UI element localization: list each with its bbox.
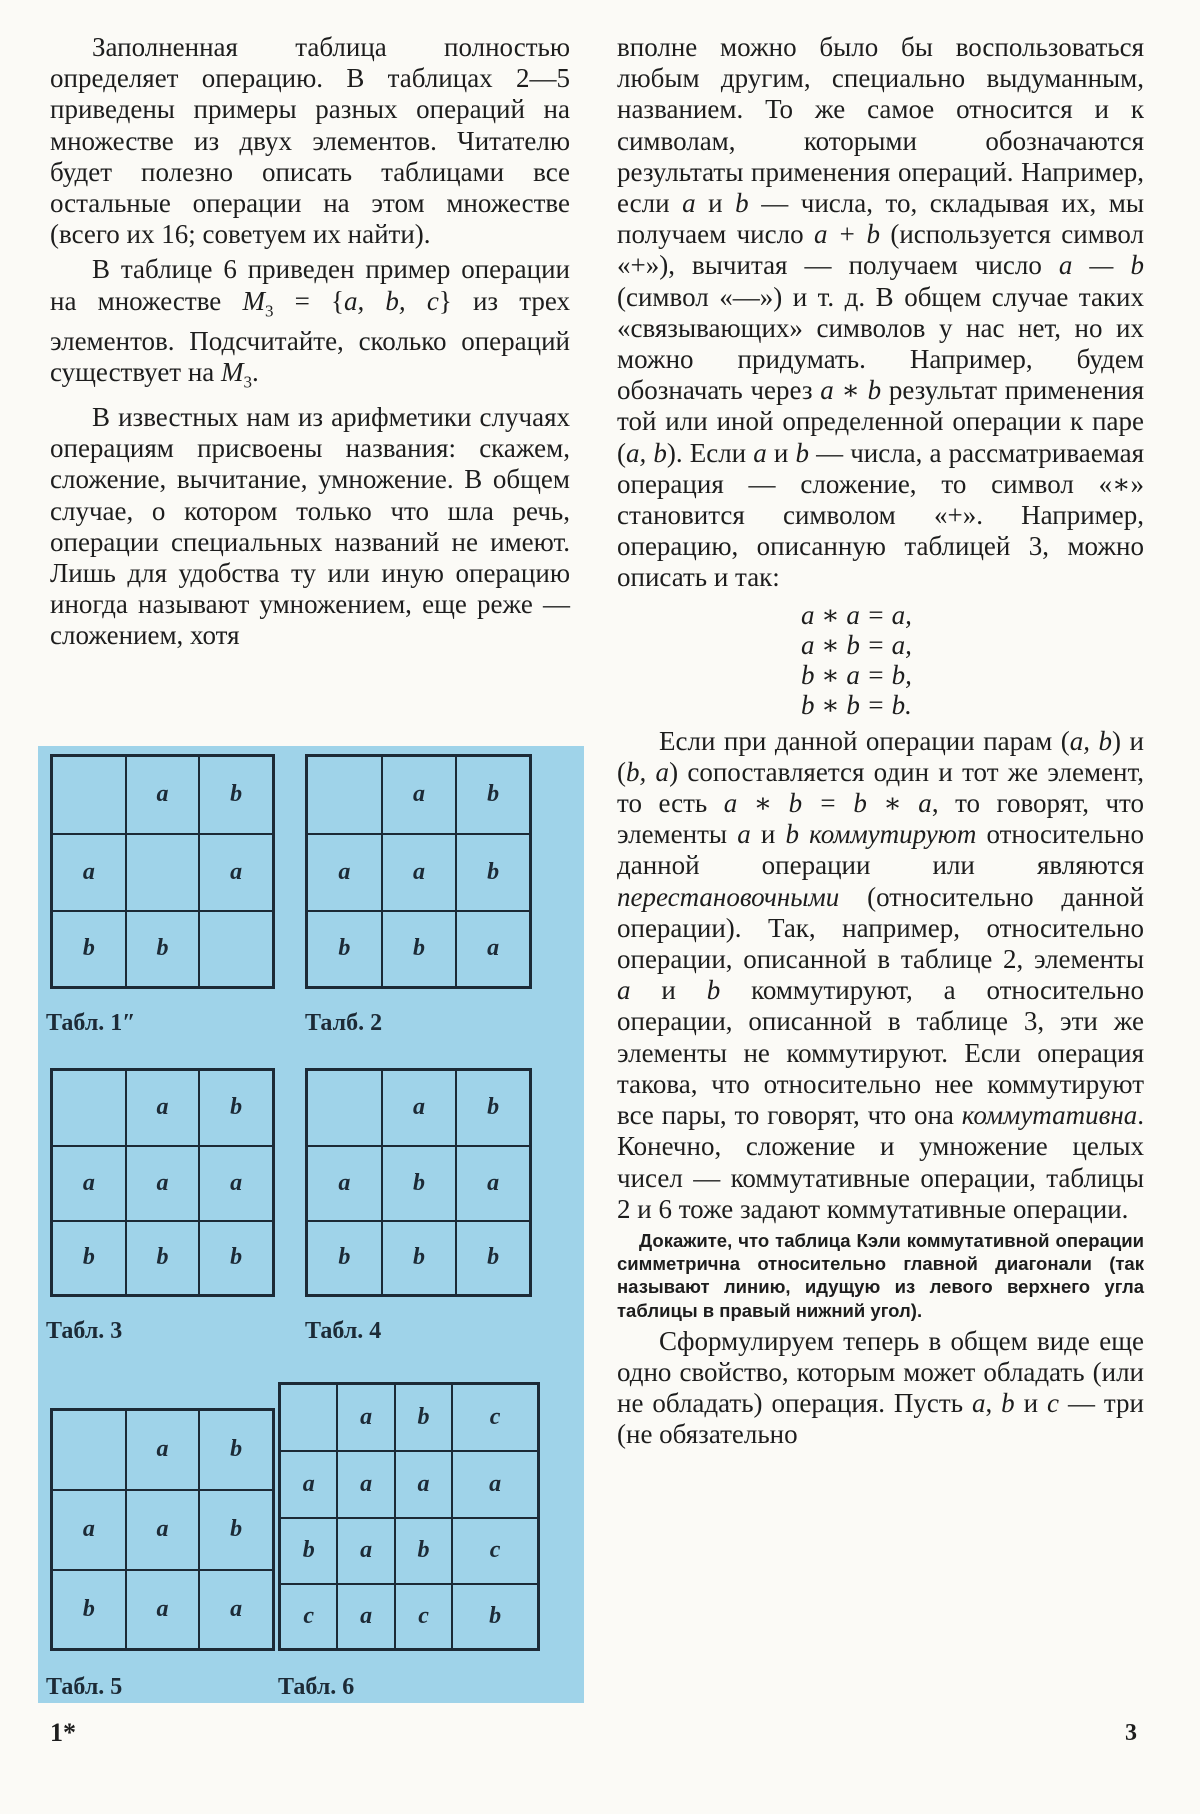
table-caption: Табл. 3 xyxy=(46,1318,123,1344)
table-cell: a xyxy=(337,1518,394,1584)
table-cell: b xyxy=(199,1070,273,1146)
equation: b ∗ a = b, xyxy=(801,659,912,690)
paragraph: В известных нам из арифметики случаях операциям присвоены названия: скажем, сложение, вычитание, умножение. В общем случае, о котором только что шла речь, операции специальных названий не имеют. Лишь для удобства ту или иную операцию иногда называют умножением, еще реже — сложением, хотя xyxy=(50,402,570,651)
paragraph: вполне можно было бы воспользоваться любым другим, специально выдуманным, названием. То же самое относится и к символам, которыми обозначаются результаты применения операций. Например, если a и b — числа, то, складывая их, мы получаем число a + b (используется символ «+»), вычитая — получаем число a — b (символ «—») и т. д. В общем случае таких «связывающих» символов у нас нет, но их можно придумать. Например, будем обозначать через a ∗ b результат применения той или иной определенной операции к паре (a, b). Если a и b — числа, а рассматриваемая операция — сложение, то символ «∗» становится символом «+». Например, операцию, описанную таблицей 3, можно описать и так: xyxy=(617,32,1145,593)
table-cell: b xyxy=(382,1221,457,1296)
table-row xyxy=(52,1490,274,1570)
table-cell: b xyxy=(307,1221,382,1296)
table-cell: c xyxy=(280,1584,338,1650)
table-cell: a xyxy=(337,1451,394,1518)
table-cell: b xyxy=(456,834,530,911)
cayley-table-4 xyxy=(305,1068,532,1297)
table-cell: c xyxy=(395,1584,452,1650)
table-row xyxy=(52,1221,274,1296)
equation-block xyxy=(617,600,1144,720)
table-cell: b xyxy=(199,1221,273,1296)
table-cell: b xyxy=(307,911,382,988)
cayley-table-2 xyxy=(305,754,532,989)
cayley-table-3 xyxy=(50,1068,275,1297)
table-header-row xyxy=(280,1384,539,1451)
cayley-tables-panel xyxy=(38,746,584,1703)
table-cell: b xyxy=(280,1518,338,1584)
table-cell xyxy=(126,834,200,911)
paragraph: Заполненная таблица полностью определяет операцию. В таблицах 2—5 приведены примеры разных операций на множестве из двух элементов. Читателю будет полезно описать таблицами все остальные операции на этом множестве (всего их 16; советуем их найти). xyxy=(50,32,570,250)
table-cell: a xyxy=(126,756,200,834)
equation: a ∗ b = a, xyxy=(801,629,912,660)
table-cell: c xyxy=(452,1384,538,1451)
table-cell: a xyxy=(199,1146,273,1221)
equation: a ∗ a = a, xyxy=(801,599,912,630)
table-caption: Табл. 5 xyxy=(46,1674,123,1700)
table-row xyxy=(280,1451,539,1518)
table-row xyxy=(52,1146,274,1221)
table-cell xyxy=(52,1070,126,1146)
table-cell: b xyxy=(395,1384,452,1451)
table-cell: b xyxy=(382,1146,457,1221)
table-cell xyxy=(307,756,382,834)
table-cell: a xyxy=(199,834,273,911)
table-cell: a xyxy=(382,1070,457,1146)
table-header-row xyxy=(52,1410,274,1490)
table-row xyxy=(52,1570,274,1650)
paragraph: В таблице 6 приведен пример операции на множестве $M_3 = \{a$, b, c} из трех элементов. Подсчитайте, сколько операций существует на $M_3$. xyxy=(50,254,570,392)
table-cell: b xyxy=(199,1490,273,1570)
table-cell: a xyxy=(337,1584,394,1650)
table-cell xyxy=(307,1070,382,1146)
table-header-row xyxy=(52,756,274,834)
table-cell: a xyxy=(126,1070,200,1146)
cayley-table-6 xyxy=(278,1382,540,1651)
table-cell: b xyxy=(382,911,457,988)
left-text-column xyxy=(50,32,570,652)
table-cell: b xyxy=(126,1221,200,1296)
table-row xyxy=(52,834,274,911)
paragraph: Сформулируем теперь в общем виде еще одно свойство, которым может обладать (или не обладать) операция. Пусть a, b и c — три (не обязательно xyxy=(617,1325,1144,1450)
table-cell: b xyxy=(52,911,126,988)
table-row xyxy=(307,911,531,988)
table-cell: c xyxy=(452,1518,538,1584)
table-row xyxy=(52,911,274,988)
table-cell: a xyxy=(382,834,457,911)
table-cell: a xyxy=(307,834,382,911)
table-cell: a xyxy=(52,1146,126,1221)
table-row xyxy=(307,1221,531,1296)
table-cell: a xyxy=(52,834,126,911)
table-header-row xyxy=(307,1070,531,1146)
table-header-row xyxy=(52,1070,274,1146)
table-cell: a xyxy=(395,1451,452,1518)
table-caption: Табл. 4 xyxy=(305,1318,382,1344)
table-cell: a xyxy=(126,1146,200,1221)
table-cell xyxy=(52,756,126,834)
table-cell: b xyxy=(199,1410,273,1490)
table-cell: b xyxy=(199,756,273,834)
table-cell: a xyxy=(126,1490,200,1570)
table-cell: a xyxy=(456,911,530,988)
table-caption: Табл. 1″ xyxy=(46,1010,136,1036)
table-cell: b xyxy=(52,1221,126,1296)
table-cell: a xyxy=(52,1490,126,1570)
table-cell: b xyxy=(456,756,530,834)
table-cell: b xyxy=(456,1070,530,1146)
table-row xyxy=(307,1146,531,1221)
table-cell: a xyxy=(337,1384,394,1451)
signature-mark: 1* xyxy=(50,1718,76,1747)
equation: b ∗ b = b. xyxy=(801,689,912,720)
table-caption: Табл. 6 xyxy=(278,1674,355,1700)
table-cell: b xyxy=(126,911,200,988)
table-cell: a xyxy=(452,1451,538,1518)
table-cell: a xyxy=(456,1146,530,1221)
table-cell: a xyxy=(126,1570,200,1650)
table-cell xyxy=(52,1410,126,1490)
exercise-hint: Докажите, что таблица Кэли коммутативной операции симметрична относительно главной диагонали (так называют линию, идущую из левого верхнего угла таблицы в правый нижний угол). xyxy=(617,1229,1144,1321)
table-cell: a xyxy=(126,1410,200,1490)
right-text-column xyxy=(617,32,1144,1451)
table-row xyxy=(280,1584,539,1650)
table-header-row xyxy=(307,756,531,834)
table-cell: b xyxy=(52,1570,126,1650)
table-cell xyxy=(199,911,273,988)
cayley-table-1 xyxy=(50,754,275,989)
cayley-table-5 xyxy=(50,1408,275,1651)
paragraph: Если при данной операции парам (a, b) и (b, a) сопоставляется один и тот же элемент, то есть a ∗ b = b ∗ a, то говорят, что элементы a и b коммутируют относительно данной операции или являются перестановочными (относительно данной операции). Так, например, относительно операции, описанной в таблице 2, элементы a и b коммутируют, а относительно операции, описанной в таблице 3, эти же элементы не коммутируют. Если операция такова, что относительно нее коммутируют все пары, то говорят, что она коммутативна. Конечно, сложение и умножение целых чисел — коммутативные операции, таблицы 2 и 6 тоже задают коммутативные операции. xyxy=(617,725,1145,1224)
table-cell xyxy=(280,1384,338,1451)
table-cell: b xyxy=(456,1221,530,1296)
table-cell: a xyxy=(307,1146,382,1221)
page-number: 3 xyxy=(1125,1720,1137,1746)
table-row xyxy=(307,834,531,911)
table-cell: b xyxy=(395,1518,452,1584)
table-cell: a xyxy=(280,1451,338,1518)
table-cell: a xyxy=(199,1570,273,1650)
table-caption: Талб. 2 xyxy=(305,1010,383,1036)
table-row xyxy=(280,1518,539,1584)
table-cell: a xyxy=(382,756,457,834)
table-cell: b xyxy=(452,1584,538,1650)
